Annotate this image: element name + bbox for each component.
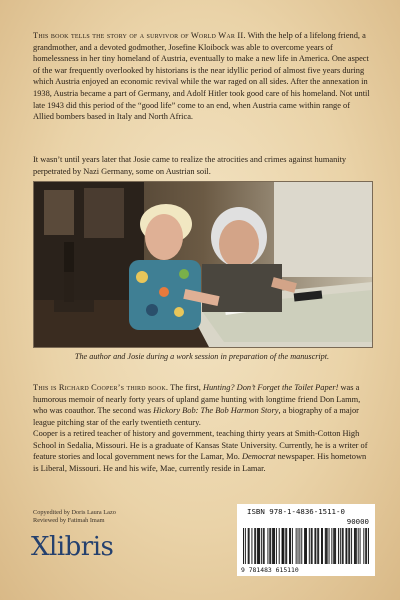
barcode-bar — [282, 528, 283, 564]
barcode-bar — [335, 528, 336, 564]
barcode-bar — [327, 528, 328, 564]
isbn-barcode — [237, 504, 375, 576]
barcode-bar — [269, 528, 270, 564]
barcode-bar — [325, 528, 326, 564]
book-title-2: Hickory Bob: The Bob Harmon Story — [153, 406, 279, 416]
intro-paragraph — [33, 30, 371, 123]
barcode-bar — [267, 528, 268, 564]
barcode-bar — [304, 528, 305, 564]
barcode-bar — [360, 528, 361, 564]
barcode-bar — [257, 528, 258, 564]
author-books-text-3: , a biography of a major league pitching star of the early twentieth century. — [33, 406, 359, 427]
barcode-bar — [343, 528, 344, 564]
publisher-logo: Xlibris — [31, 532, 114, 562]
book-title-1: Hunting? Don’t Forget the Toilet Paper! — [202, 383, 339, 392]
barcode-bar — [282, 528, 283, 564]
barcode-bar — [289, 528, 290, 564]
photo-caption: The author and Josie during a work session in preparation of the manuscript. — [74, 352, 330, 361]
barcode-bar — [286, 528, 287, 564]
barcode-bar — [249, 528, 250, 564]
barcode-bar — [255, 528, 256, 564]
barcode-bar — [314, 528, 315, 564]
barcode-bar — [356, 528, 357, 564]
author-photo-illustration — [34, 182, 372, 347]
barcode-bar — [272, 528, 273, 564]
author-books-text-2: was a humorous memoir of nearly forty years of upland game hunting with longtime friend Don Lamm, who was coauthor. The second was — [33, 383, 361, 416]
author-books-text-1: The first, — [168, 383, 203, 392]
barcode-bar — [248, 528, 249, 564]
barcode-bar — [296, 528, 297, 564]
barcode-bar — [274, 528, 275, 564]
barcode-bar — [251, 528, 252, 564]
barcode-bar — [331, 528, 332, 564]
barcode-bar — [311, 528, 312, 564]
barcode-bar — [243, 528, 244, 564]
barcode-bar — [333, 528, 334, 564]
barcode-bar — [321, 528, 322, 564]
author-photo — [33, 181, 373, 348]
author-books-lead: This is Richard Cooper’s third book. — [33, 383, 169, 392]
barcode-bar — [264, 528, 265, 564]
barcode-bar — [345, 528, 346, 564]
barcode-bar — [279, 528, 280, 564]
copyedit-credit: Copyedited by Doris Laura Lazo — [33, 509, 116, 516]
author-bio-text-2: newspaper. His hometown is Liberal, Missouri. He and his wife, Mae, currently reside in Lamar. — [33, 452, 367, 473]
barcode-bar — [254, 528, 255, 564]
barcode-bar — [322, 528, 323, 564]
barcode-bar — [270, 528, 271, 564]
barcode-bar — [263, 528, 264, 564]
barcode-bar — [346, 528, 347, 564]
barcode-bar — [354, 528, 355, 564]
barcode-bar — [301, 528, 302, 564]
barcode-bar — [365, 528, 366, 564]
newspaper-name: Democrat — [241, 452, 276, 462]
barcode-bar — [342, 528, 343, 564]
review-credit: Reviewed by Fatimah Imam — [33, 517, 105, 525]
credits — [33, 509, 233, 525]
intro-paragraph-2: It wasn’t until years later that Josie came to realize the atrocities and crimes against humanity perpetrated by Nazi Germany, some on Austrian soil. — [33, 155, 347, 176]
barcode-bar — [349, 528, 350, 564]
barcode-bar — [315, 528, 316, 564]
barcode-bar — [276, 528, 277, 564]
author-bio-text-1: Cooper is a retired teacher of history and government, teaching thirty years at Smith-Cotton High School in Sedalia, Missouri. He is a graduate of Kansas State University. Currently, he is a writer of feature stories and local government news for the Lamar, Mo. — [33, 429, 368, 462]
price-code: 90000 — [346, 517, 369, 526]
barcode-bar — [309, 528, 310, 564]
barcode-bar — [261, 528, 262, 564]
barcode-bar — [329, 528, 330, 564]
barcode-bar — [334, 528, 335, 564]
barcode-bar — [348, 528, 349, 564]
barcode-bar — [312, 528, 313, 564]
barcode-bar — [351, 528, 352, 564]
barcode-bar — [292, 528, 293, 564]
author-bio-paragraph — [33, 428, 371, 474]
barcode-bar — [259, 528, 260, 564]
barcode-bar — [340, 528, 341, 564]
barcode-bar — [317, 528, 318, 564]
barcode-bar — [305, 528, 306, 564]
barcode-bar — [366, 528, 367, 564]
barcode-bar — [363, 528, 364, 564]
barcode-bar — [298, 528, 299, 564]
barcode-bar — [368, 528, 369, 564]
barcode-bar — [338, 528, 339, 564]
barcode-bar — [318, 528, 319, 564]
intro-lead: This book tells the story of a survivor of World War II. — [33, 31, 246, 40]
barcode-bar — [273, 528, 274, 564]
barcode-bar — [355, 528, 356, 564]
author-books-paragraph — [33, 382, 371, 428]
barcode-bar — [283, 528, 284, 564]
barcode-bar — [358, 528, 359, 564]
barcode-bar — [299, 528, 300, 564]
barcode-bar — [306, 528, 307, 564]
barcode-bar — [258, 528, 259, 564]
barcode-digits: 9 781483 615110 — [241, 566, 299, 574]
intro-body: With the help of a lifelong friend, a grandmother, and a devoted godmother, Josefine Kloibock was able to overcome years of homelessness in her tiny homeland of Austria, eventually to make a new life in America. One aspect of the war frequently overlooked by historians is the near idyllic period of almost five years during which Austria enjoyed an economic revival while the war raged on all sides. After the annexation in 1938, Austria became a part of Germany, and Adolf Hitler took good care of his homeland. Not until late 1943 did this period of the “good life” come to an end, when Austria came within range of Allied bombers based in Italy and North Africa. — [33, 31, 370, 122]
barcode-bar — [245, 528, 246, 564]
barcode-bar — [326, 528, 327, 564]
barcode-bar — [290, 528, 291, 564]
barcode-bar — [285, 528, 286, 564]
isbn-label: ISBN 978-1-4836-1511-0 — [247, 507, 345, 516]
